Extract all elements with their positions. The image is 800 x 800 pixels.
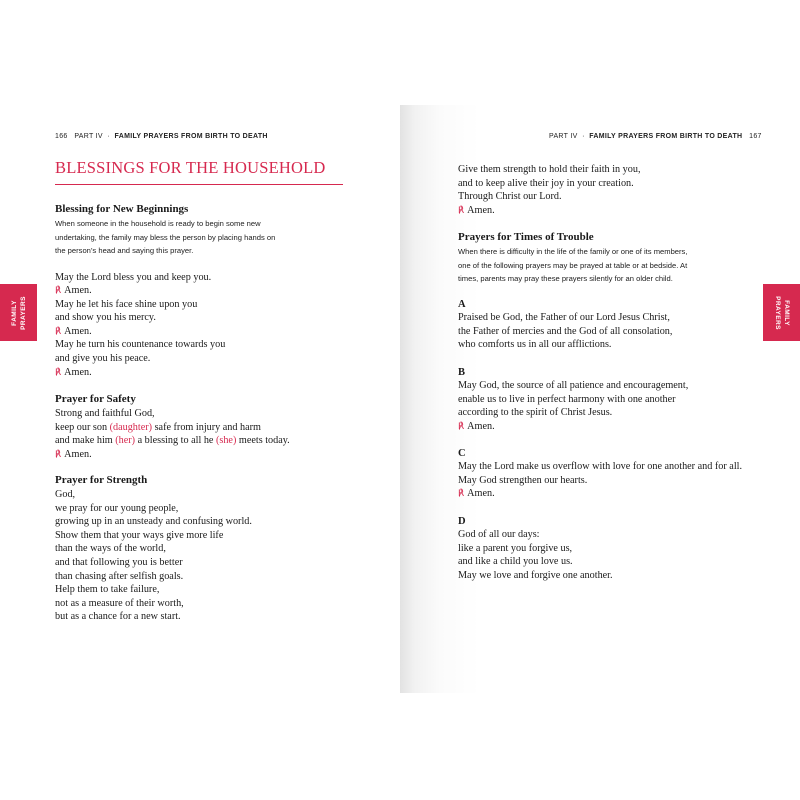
prayer-line: the Father of mercies and the God of all consolation, [458, 325, 673, 337]
strength-section [55, 473, 252, 624]
prayer-line: and like a child you love us. [458, 556, 573, 568]
response-symbol: ℟ [458, 488, 465, 499]
prayer-line: May the Lord make us overflow with love for one another and for all. [458, 461, 743, 472]
response-line: ℟ Amen. [55, 325, 92, 337]
prayer-line: than chasing after selfish goals. [55, 570, 184, 582]
prayer-letter: D [458, 516, 466, 527]
prayer-line: May we love and forgive one another. [458, 569, 613, 581]
prayer-letter: A [458, 299, 466, 310]
prayer-line: God, [55, 489, 76, 500]
prayer-a [458, 298, 672, 352]
prayer-line: May God strengthen our hearts. [458, 474, 588, 486]
rubric-line: times, parents may pray these prayers silently for an older child. [458, 274, 673, 283]
prayer-line: than the ways of the world, [55, 543, 166, 555]
response-symbol: ℟ [55, 448, 62, 459]
prayer-line: Strong and faithful God, [55, 408, 155, 419]
left-running-head [55, 133, 268, 140]
prayer-c [458, 447, 742, 501]
prayer-line: May God, the source of all patience and encouragement, [458, 380, 689, 391]
prayer-line: and to keep alive their joy in your creation. [458, 177, 634, 189]
rubric-line: When someone in the household is ready to begin some new [55, 219, 261, 228]
prayer-line: Show them that your ways give more life [55, 529, 224, 541]
left-part-label: PART IV [74, 133, 103, 140]
prayer-line: who comforts us in all our afflictions. [458, 339, 612, 351]
prayer-line: and show you his mercy. [55, 312, 156, 324]
right-part-label: PART IV [549, 133, 578, 140]
rubric-line: the person’s head and saying this prayer. [55, 246, 194, 255]
response-line: ℟ Amen. [55, 448, 92, 460]
prayer-line: Help them to take failure, [55, 584, 160, 596]
response-line: ℟ Amen. [55, 285, 92, 297]
chapter-title: BLESSINGS FOR THE HOUSEHOLD [55, 158, 326, 177]
response-symbol: ℟ [55, 325, 62, 336]
prayer-line: not as a measure of their worth, [55, 597, 184, 609]
section-heading: Prayers for Times of Trouble [458, 231, 594, 243]
tab-line-prayers: PRAYERS [773, 295, 781, 330]
prayer-b [458, 366, 688, 433]
tab-line-prayers: PRAYERS [19, 295, 27, 330]
prayer-line: Give them strength to hold their faith in you, [458, 164, 641, 175]
tab-line-family: FAMILY [10, 299, 18, 326]
prayer-line: God of all our days: [458, 529, 540, 540]
left-separator: · [107, 133, 111, 140]
tab-line-family: FAMILY [782, 299, 790, 326]
prayer-line: and give you his peace. [55, 353, 151, 365]
prayer-line: May he let his face shine upon you [55, 298, 198, 310]
prayer-letter: B [458, 367, 466, 378]
right-running-title: FAMILY PRAYERS FROM BIRTH TO DEATH [589, 133, 743, 140]
prayer-line: May he turn his countenance towards you [55, 339, 226, 351]
response-symbol: ℟ [55, 366, 62, 377]
prayer-line: May the Lord bless you and keep you. [55, 271, 212, 283]
rubric-line: When there is difficulty in the life of the family or one of its members, [458, 247, 688, 256]
prayer-line: like a parent you forgive us, [458, 542, 573, 554]
section-tab-left [0, 284, 37, 341]
strength-continued [458, 163, 641, 217]
response-line: ℟ Amen. [55, 366, 92, 378]
section-tab-right [763, 284, 800, 341]
section-heading: Prayer for Safety [55, 393, 136, 405]
option-text: (her) [115, 435, 136, 447]
prayer-line: growing up in an unsteady and confusing world. [55, 516, 252, 528]
response-symbol: ℟ [55, 285, 62, 296]
safety-section [55, 392, 290, 461]
prayer-line: keep our son (daughter) safe from injury and harm [55, 421, 261, 433]
prayer-d [458, 515, 613, 582]
prayer-line: enable us to live in perfect harmony with one another [458, 393, 676, 405]
option-text: (daughter) [109, 421, 153, 433]
title-rule [55, 184, 343, 185]
response-line: ℟ Amen. [458, 420, 495, 432]
rubric-line: undertaking, the family may bless the person by placing hands on [55, 232, 276, 242]
prayer-letter: C [458, 448, 466, 459]
prayer-line: Praised be God, the Father of our Lord Jesus Christ, [458, 312, 670, 323]
prayer-line: but as a chance for a new start. [55, 611, 181, 623]
left-page-number: 166 [55, 133, 68, 140]
prayer-line: according to the spirit of Christ Jesus. [458, 407, 613, 419]
section-heading: Prayer for Strength [55, 474, 148, 486]
new-beginnings-section [55, 202, 275, 379]
rubric-line: one of the following prayers may be prayed at table or at bedside. At [458, 260, 688, 270]
response-line: ℟ Amen. [458, 204, 495, 216]
prayer-line: and make him (her) a blessing to all he (she) meets today. [55, 435, 290, 447]
right-separator: · [582, 133, 585, 140]
left-running-title: FAMILY PRAYERS FROM BIRTH TO DEATH [114, 133, 268, 140]
prayer-line: Through Christ our Lord. [458, 191, 562, 203]
right-running-head [549, 133, 762, 140]
prayer-line: we pray for our young people, [55, 502, 179, 514]
prayer-line: and that following you is better [55, 556, 183, 568]
right-page-number: 167 [749, 133, 762, 140]
response-symbol: ℟ [458, 420, 465, 431]
section-heading: Blessing for New Beginnings [55, 203, 189, 215]
response-line: ℟ Amen. [458, 488, 495, 500]
response-symbol: ℟ [458, 204, 465, 215]
trouble-section [458, 230, 687, 286]
option-text: (she) [215, 435, 237, 447]
